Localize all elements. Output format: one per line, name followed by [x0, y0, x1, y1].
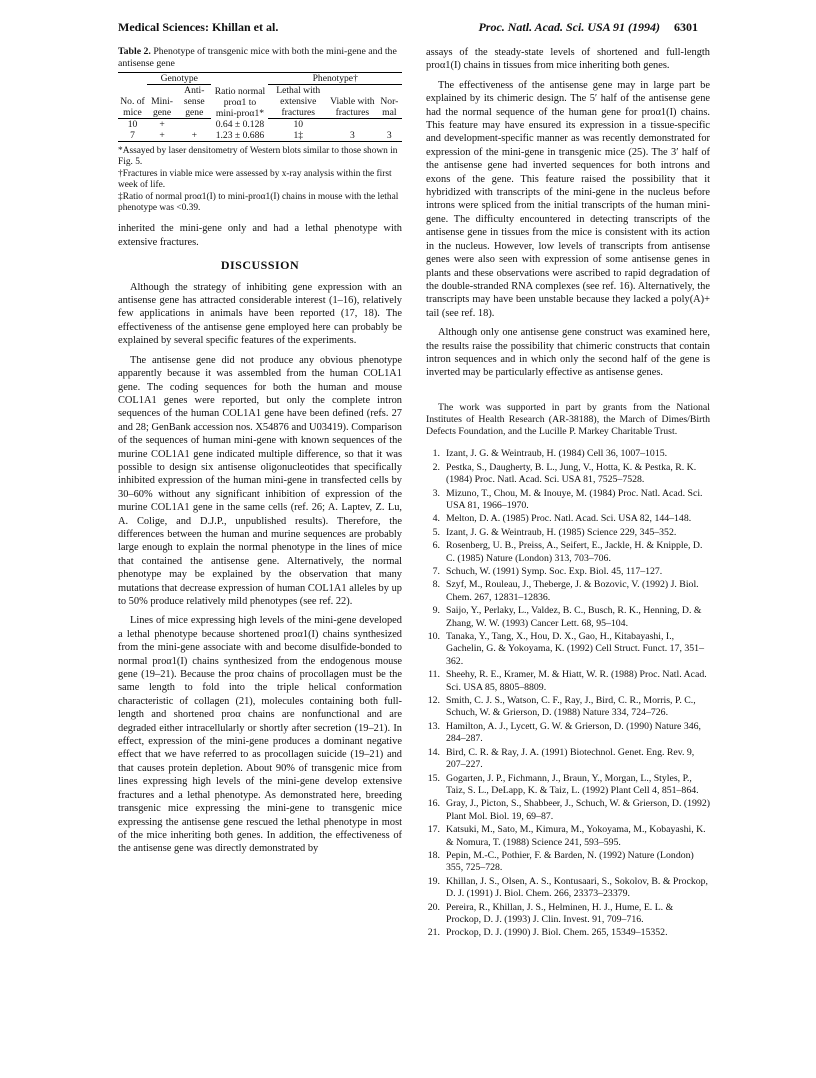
ref-text: Katsuki, M., Sato, M., Kimura, M., Yokoyama, M., Kobayashi, K. & Nomura, T. (1988) Science 241, 593–595.: [446, 824, 706, 848]
reference-item: [426, 669, 710, 694]
phenotype-table: [118, 72, 402, 142]
ref-text: Sheehy, R. E., Kramer, M. & Hiatt, W. R. (1988) Proc. Natl. Acad. Sci. USA 85, 8805–8809.: [446, 669, 707, 693]
cell-lethal: 10: [293, 119, 304, 130]
reference-item: [426, 927, 710, 939]
cell-viable: [328, 119, 377, 131]
ref-number: 1.: [432, 448, 440, 460]
reference-item: [426, 448, 710, 460]
ref-number: 2.: [432, 461, 440, 473]
table-row: [118, 130, 402, 142]
ref-text: Gray, J., Picton, S., Shabbeer, J., Schuch, W. & Grierson, D. (1992) Plant Mol. Biol. 19, 69–87.: [446, 798, 711, 822]
th-no-mice: No. of mice: [118, 85, 147, 119]
paragraph: Although only one antisense gene construct was examined here, the results raise the possibility that chimeric constructs that contain intron sequences and in which only the second half of the gene is inverted may be particularly effective as antisense genes.: [426, 327, 710, 379]
ref-number: 5.: [432, 526, 440, 538]
ref-text: Schuch, W. (1991) Symp. Soc. Exp. Biol. 45, 117–127.: [446, 566, 663, 578]
acknowledgment: The work was supported in part by grants from the National Institutes of Health Research (AR-38188), the March of Dimes/Birth Defects Foundation, and the Lucille P. Markey Charitable Trust.: [426, 401, 710, 438]
ref-text: Hamilton, A. J., Lycett, G. W. & Grierson, D. (1990) Nature 346, 284–287.: [446, 720, 701, 745]
ref-number: 10.: [427, 631, 440, 643]
reference-item: [426, 876, 710, 901]
cell-normal: [377, 119, 402, 131]
reference-item: [426, 747, 710, 772]
paragraph: assays of the steady-state levels of shortened and full-length proα1(I) chains in tissues from mice inheriting both genes.: [426, 47, 710, 72]
ref-number: 18.: [427, 849, 440, 861]
running-head-journal: [478, 20, 698, 35]
ref-text: Melton, D. A. (1985) Proc. Natl. Acad. Sci. USA 82, 144–148.: [446, 513, 692, 525]
reference-item: [426, 566, 710, 578]
reference-item: [426, 513, 710, 525]
ref-number: 15.: [427, 772, 440, 784]
ref-text: Pepin, M.-C., Pothier, F. & Barden, N. (1992) Nature (London) 355, 725–728.: [446, 849, 694, 874]
ref-number: 11.: [428, 669, 440, 681]
table-footnote: ‡Ratio of normal proα1(I) to mini-proα1(I) chains in mouse with the lethal phenotype was <0.39.: [118, 191, 399, 214]
ref-number: 17.: [427, 824, 440, 836]
ref-text: Tanaka, Y., Tang, X., Hou, D. X., Gao, H., Kitabayashi, I., Gachelin, G. & Yokoyama, K. (1992) Cell Struct. Funct. 17, 351–362.: [446, 631, 704, 667]
ref-number: 19.: [427, 875, 440, 887]
cell-ratio: 1.23 ± 0.686: [211, 130, 268, 142]
table-row: [118, 119, 402, 131]
reference-item: [426, 579, 710, 604]
paragraph: Although the strategy of inhibiting gene expression with an antisense gene has attracted considerable interest (1–16), relatively few applications in animals have been reported (17, 18). The effectiveness of the antisense gene employed here can probably be explained by several specific features of the experiments.: [118, 281, 402, 347]
reference-item: [426, 850, 710, 875]
page-number: 6301: [674, 20, 698, 34]
th-genotype: Genotype: [147, 73, 212, 85]
cell-no: 7: [118, 130, 147, 142]
ref-number: 13.: [427, 720, 440, 732]
cell-normal: 3: [377, 130, 402, 142]
ref-text: Izant, J. G. & Weintraub, H. (1984) Cell 36, 1007–1015.: [446, 448, 668, 460]
right-column: [426, 46, 710, 941]
paragraph: Lines of mice expressing high levels of the mini-gene developed a lethal phenotype because shortened proα1(I) chains synthesized from the mini-gene associate with and become disulfide-bonded to normal proα1(I) chains synthesized from the endogenous mouse gene (19–21). Because the proα chains of procollagen must be the same length to fold into the triple helical conformation characteristic of collagen (21), molecules containing both full-length and shortened proα chains are nonfunctional and are degraded either intracellularly or shortly after secretion (19–21). In effect, expression of the mini-gene produces a dominant negative effect that we have referred to as procollagen suicide (19–21) and that causes protein depletion. About 90% of transgenic mice from lines expressing high levels of the mini-gene develop extensive fractures and a lethal phenotype. As demonstrated here, breeding transgenic mice expressing the mini-gene to transgenic mice expressing the antisense gene rescued the lethal phenotype in most of the mice inheriting both genes. In addition, the effectiveness of the antisense gene was directly demonstrated by: [118, 615, 402, 855]
ref-number: 12.: [427, 695, 440, 707]
th-antisense-gene: Anti-sense gene: [177, 85, 211, 119]
cell-mini: +: [159, 119, 165, 130]
ref-text: Mizuno, T., Chou, M. & Inouye, M. (1984) Proc. Natl. Acad. Sci. USA 81, 1966–1970.: [446, 487, 703, 511]
reference-list: [426, 448, 710, 939]
reference-item: [426, 902, 710, 927]
section-heading: DISCUSSION: [220, 258, 300, 273]
cell-anti: +: [177, 130, 211, 142]
cell-anti: [177, 119, 211, 131]
ref-number: 16.: [427, 798, 440, 810]
reference-item: [426, 605, 710, 630]
reference-item: [426, 721, 710, 746]
ref-number: 3.: [432, 487, 440, 499]
ref-number: 7.: [432, 566, 440, 578]
cell-lethal: 1‡: [268, 130, 328, 142]
paragraph: The effectiveness of the antisense gene may in large part be explained by its chimeric design. The 5′ half of the antisense gene had the normal sequence of the human gene for proα1(I) chains. This feature may have ensured its expression in a tissue-specific and development-specific manner as was recently demonstrated for expression of the mini-gene in transgenic mice (25). The 3′ half of the antisense gene had inverted sequences for both introns and exons of the gene. This feature raised the possibility that it hybridized with transcripts of the mini-gene in the nucleus before introns were spliced from the initial transcripts of the human mini-gene. The difficulty encountered in detecting transcripts of the antisense gene in tissues from the mice is consistent with its action in the nucleus. However, low levels of transcripts from antisense genes were also seen with expression of some antisense genes in plants and these observations were ascribed to rapid degradation of the double-stranded RNA complexes (see ref. 16). Alternatively, the transcripts may have been unstable because they lacked a poly(A)+ tail (see ref. 18).: [426, 79, 710, 319]
table-label: Table 2.: [118, 46, 151, 57]
ref-number: 14.: [427, 746, 440, 758]
th-normal: Nor-mal: [377, 85, 402, 119]
ref-text: Khillan, J. S., Olsen, A. S., Kontusaari, S., Sokolov, B. & Prockop, D. J. (1991) J. Biol. Chem. 266, 23373–23379.: [446, 875, 708, 900]
ref-text: Prockop, D. J. (1990) J. Biol. Chem. 265, 15349–15352.: [446, 927, 668, 939]
th-viable: Viable with fractures: [328, 85, 377, 119]
table-footnotes: [118, 146, 402, 214]
th-ratio: Ratio normal proα1 to mini-proα1*: [211, 73, 268, 119]
table-footnote: *Assayed by laser densitometry of Western blots similar to those shown in Fig. 5.: [118, 146, 398, 168]
cell-viable: 3: [328, 130, 377, 142]
ref-text: Izant, J. G. & Weintraub, H. (1985) Science 229, 345–352.: [446, 526, 677, 538]
reference-item: [426, 773, 710, 798]
running-head-section: Medical Sciences: Khillan et al.: [118, 20, 279, 34]
cell-mini: +: [147, 130, 177, 142]
reference-item: [426, 462, 710, 487]
ref-text: Gogarten, J. P., Fichmann, J., Braun, Y., Morgan, L., Styles, P., Taiz, S. L., DeLapp, K. & Taiz, L. (1992) Plant Cell 4, 851–864.: [446, 772, 699, 796]
reference-item: [426, 527, 710, 539]
th-lethal: Lethal with extensive fractures: [268, 85, 328, 119]
ref-number: 9.: [432, 605, 440, 617]
journal-citation: Proc. Natl. Acad. Sci. USA 91 (1994): [478, 20, 660, 34]
ref-number: 6.: [432, 540, 440, 552]
ref-text: Saijo, Y., Perlaky, L., Valdez, B. C., Busch, R. K., Henning, D. & Zhang, W. W. (1993) Cancer Lett. 68, 95–104.: [446, 605, 702, 629]
reference-item: [426, 695, 710, 720]
cell-ratio: 0.64 ± 0.128: [215, 119, 265, 130]
ref-text: Pestka, S., Daugherty, B. L., Jung, V., Hotta, K. & Pestka, R. K. (1984) Proc. Natl. Acad. Sci. USA 81, 7525–7528.: [446, 461, 697, 486]
th-mini-gene: Mini-gene: [147, 85, 177, 119]
ref-text: Bird, C. R. & Ray, J. A. (1991) Biotechnol. Genet. Eng. Rev. 9, 207–227.: [446, 746, 695, 771]
ref-text: Pereira, R., Khillan, J. S., Helminen, H. J., Hume, E. L. & Prockop, D. J. (1993) J. Clin. Invest. 91, 709–716.: [446, 901, 674, 925]
ref-text: Rosenberg, U. B., Preiss, A., Seifert, E., Jackle, H. & Knipple, D. C. (1985) Nature (London) 313, 703–706.: [446, 540, 703, 564]
ref-text: Szyf, M., Rouleau, J., Theberge, J. & Bozovic, V. (1992) J. Biol. Chem. 267, 12831–12836.: [446, 579, 699, 603]
ref-number: 4.: [432, 513, 440, 525]
cell-no: 10: [127, 119, 138, 130]
ref-number: 21.: [427, 927, 440, 939]
ref-number: 8.: [432, 579, 440, 591]
reference-item: [426, 798, 710, 823]
table-footnote: †Fractures in viable mice were assessed by x-ray analysis within the first week of life.: [118, 168, 392, 191]
reference-item: [426, 540, 710, 565]
left-column: [118, 46, 402, 862]
table-title-text: Phenotype of transgenic mice with both the mini-gene and the antisense gene: [118, 46, 397, 69]
paragraph: The antisense gene did not produce any obvious phenotype apparently because it was assembled from the human COL1A1 gene. The coding sequences for both the human and mouse COL1A1 genes were reported, but only the complete intron sequences of the human COL1A1 gene have been defined (refs. 27 and 28; GenBank accession nos. X54876 and U03419). Comparison of the sequences of human mini-gene with known sequences of the murine COL1A1 gene indicated multiple difference, so that it was possible to design six antisense oligonucleotides that specifically inhibited expression of the human mini-gene in transfected cells by 30–60% without any significant inhibition of expression of the murine COL1A1 gene in the same cells (ref. 26; A. Laptev, Z. Lu, A. Colige, and D.J.P., unpublished results). Therefore, the differences between the human and murine sequences are probably large enough to explain the normal phenotype in the lines of mice that contained the antisense gene. Alternatively, the normal phenotype may be explained by the observation that many mutations that decrease expression of human COL1A1 alleles by up to 50% produce relatively mild phenotypes (see ref. 22).: [118, 354, 402, 607]
table-caption: [118, 46, 402, 70]
ref-text: Smith, C. J. S., Watson, C. F., Ray, J., Bird, C. R., Morris, P. C., Schuch, W. & Grierson, D. (1988) Nature 334, 724–726.: [446, 695, 696, 719]
th-phenotype: Phenotype†: [268, 73, 402, 85]
ref-number: 20.: [427, 901, 440, 913]
reference-item: [426, 631, 710, 668]
paragraph: inherited the mini-gene only and had a lethal phenotype with extensive fractures.: [118, 223, 402, 248]
table-group-header-row: [118, 73, 402, 85]
reference-item: [426, 824, 710, 849]
reference-item: [426, 488, 710, 513]
